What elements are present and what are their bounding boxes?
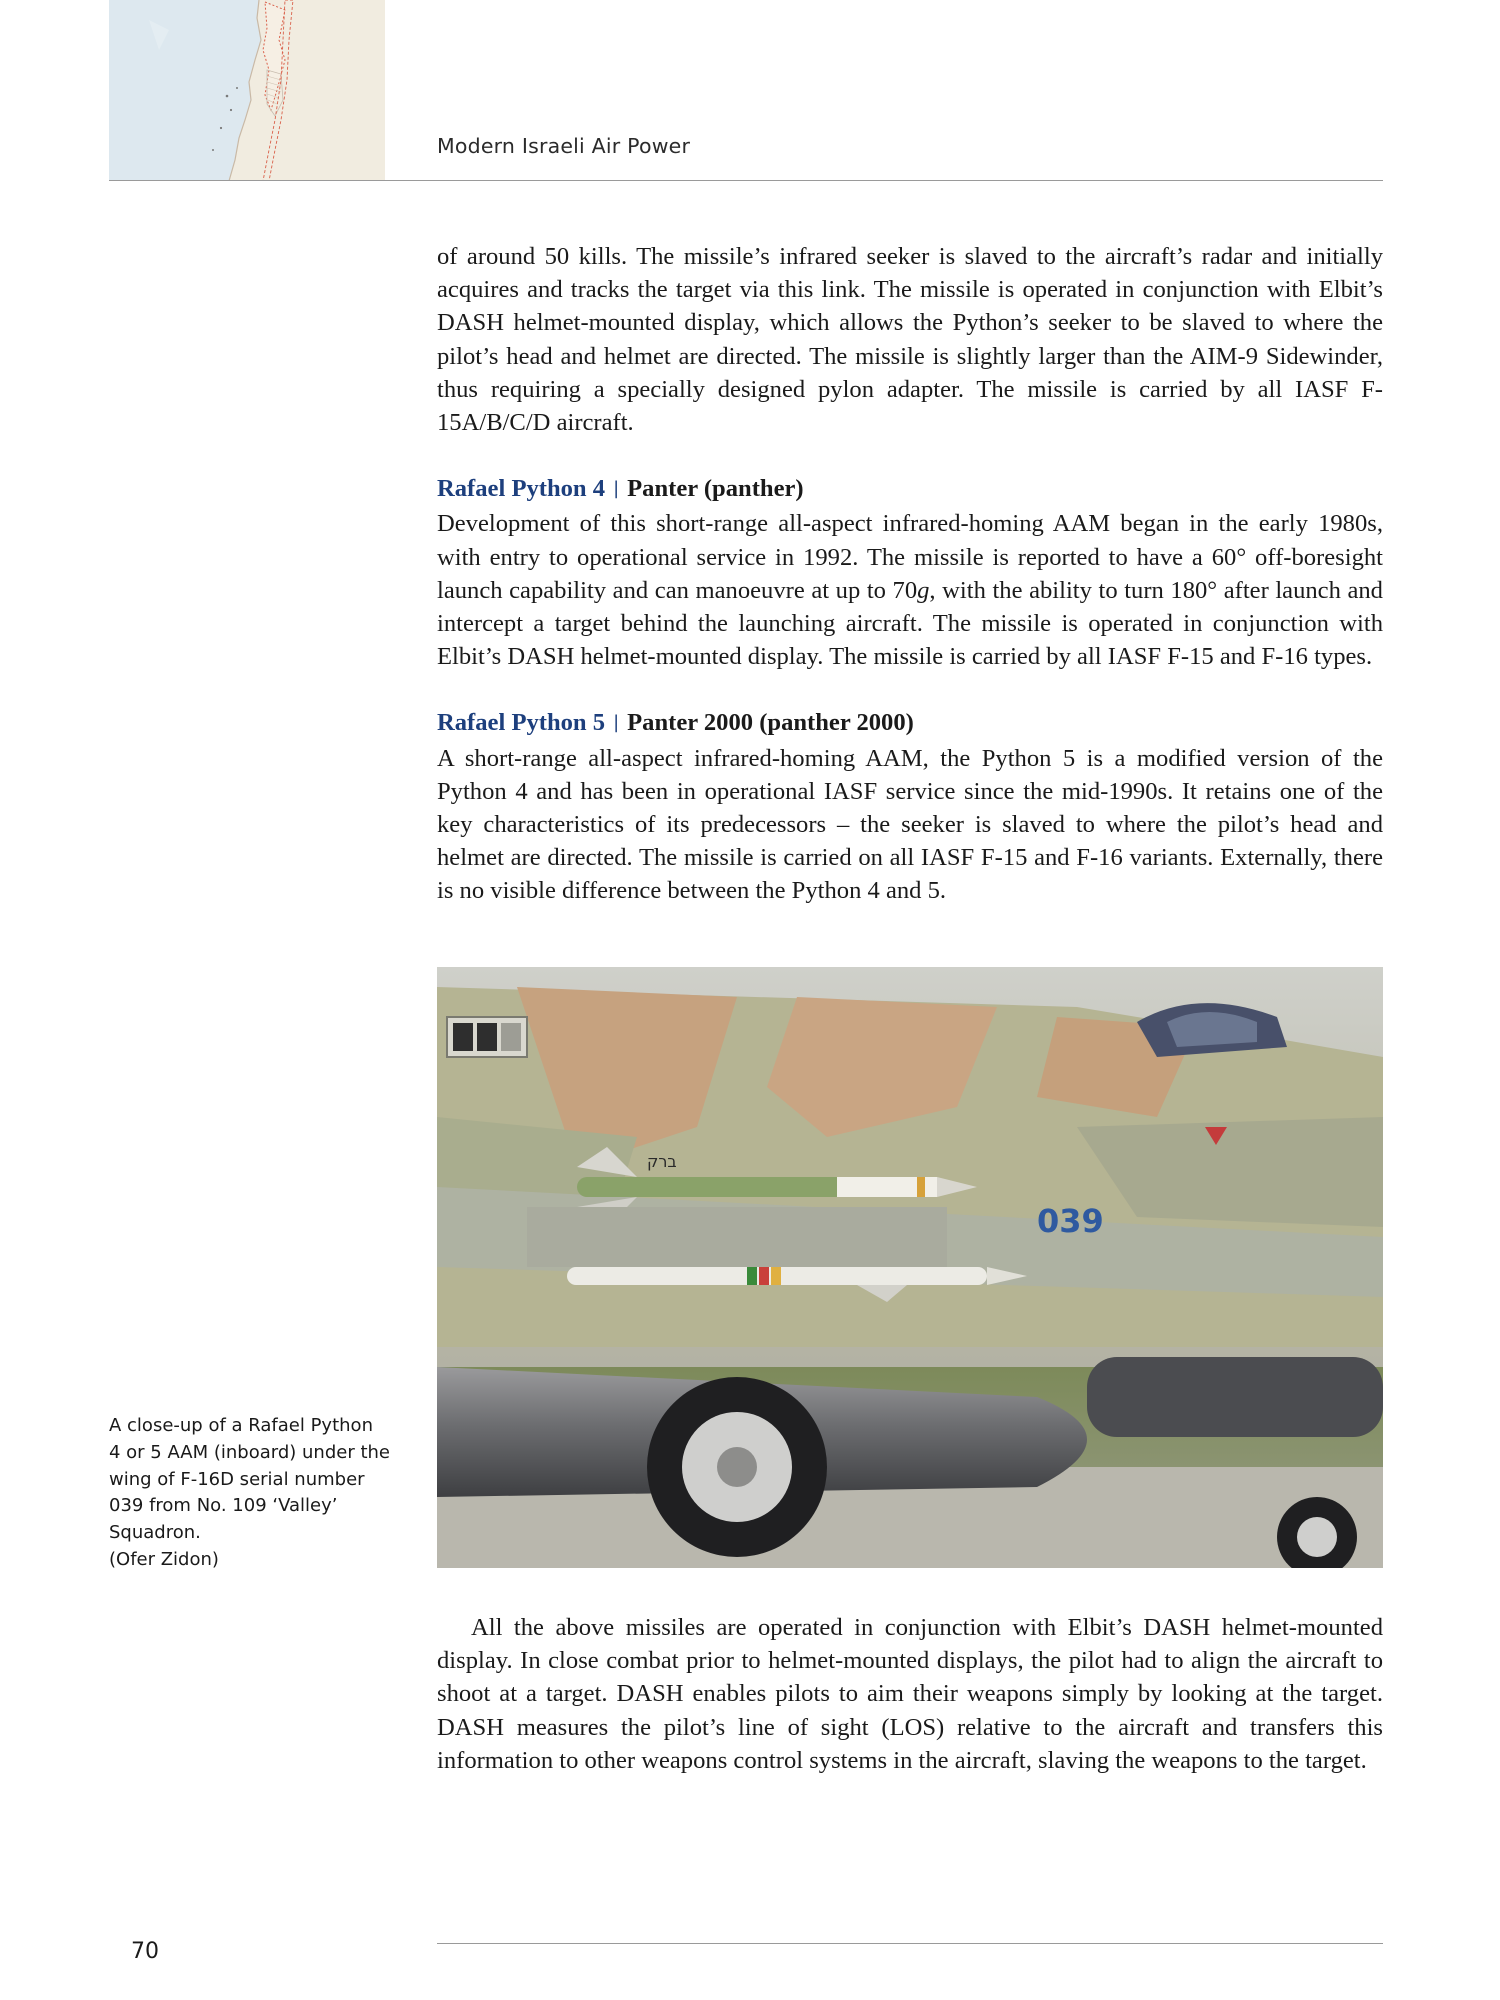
paragraph-text: Development of this short-range all-aspect infrared-homing AAM began in the early 1980s, with entry to operational service in 1992. The missile is reported to have a 60° off-boresight launch capability and can manoeuvre at up to 70	[437, 510, 1383, 604]
aircraft-serial: 039	[1037, 1202, 1104, 1240]
section-python-5	[437, 706, 1383, 907]
israel-map-graphic	[109, 0, 385, 181]
missile-codename: Panter 2000 (panther 2000)	[627, 709, 914, 737]
caption-line: 039 from No. 109 ‘Valley’	[109, 1495, 338, 1517]
missile-name: Rafael Python 4	[437, 475, 606, 503]
paragraph-text-cont: , with the ability to turn 180° after launch and intercept a target behind the launching aircraft. The missile is operated in conjunction with Elbit’s DASH helmet-mounted display. The missile is carried by all IASF F-15 and F-16 types.	[437, 576, 1383, 671]
section-python-4	[437, 472, 1383, 673]
landing-gear-wheel	[647, 1377, 827, 1557]
intro-paragraph: of around 50 kills. The missile’s infrared seeker is slaved to the aircraft’s radar and initially acquires and tracks the target via this link. The missile is operated in conjunction with Elbit’s DASH helmet-mounted display, which allows the Python’s seeker to be slaved to where the pilot’s head and helmet are directed. The missile is slightly larger than the AIM-9 Sidewinder, thus requiring a specially designed pylon adapter. The missile is carried by all IASF F-15A/B/C/D aircraft.	[437, 243, 1383, 437]
header-rule	[109, 180, 1383, 181]
section-heading	[437, 472, 1383, 507]
g-unit: g	[917, 576, 930, 604]
caption-line: 4 or 5 AAM (inboard) under the	[109, 1441, 390, 1463]
missile-marking: ברק	[647, 1152, 677, 1171]
closing-text	[437, 1611, 1383, 1777]
closing-paragraph: All the above missiles are operated in conjunction with Elbit’s DASH helmet-mounted display. In close combat prior to helmet-mounted displays, the pilot had to align the aircraft to shoot at a target. DASH enables pilots to aim their weapons simply by looking at the target. DASH measures the pilot’s line of sight (LOS) relative to the aircraft and transfers this information to other weapons control systems in the aircraft, slaving the weapons to the target.	[437, 1614, 1383, 1774]
heading-separator: |	[613, 712, 620, 734]
header-map-thumbnail	[109, 0, 385, 181]
caption-line: wing of F-16D serial number	[109, 1468, 365, 1490]
heading-separator: |	[613, 478, 620, 500]
running-head: Modern Israeli Air Power	[437, 134, 691, 158]
section-heading	[437, 706, 1383, 741]
page-number: 70	[131, 1939, 159, 1964]
main-text-column	[437, 240, 1383, 908]
footer-rule	[437, 1943, 1383, 1944]
missile-name: Rafael Python 5	[437, 709, 606, 737]
caption-credit: (Ofer Zidon)	[109, 1548, 219, 1570]
photo-caption	[109, 1413, 399, 1574]
caption-line: A close-up of a Rafael Python	[109, 1415, 373, 1436]
caption-line: Squadron.	[109, 1522, 201, 1544]
aircraft-photo	[437, 967, 1383, 1568]
section-paragraph: A short-range all-aspect infrared-homing AAM, the Python 5 is a modified version of the Python 4 and has been in operational IASF service since the mid-1990s. It retains one of the key characteristics of its predecessors – the seeker is slaved to where the pilot’s head and helmet are directed. The missile is carried on all IASF F-15 and F-16 variants. Externally, there is no visible difference between the Python 4 and 5.	[437, 744, 1383, 905]
f16-missile-photo-illustration	[437, 967, 1383, 1568]
missile-codename: Panter (panther)	[627, 475, 804, 503]
section-paragraph	[437, 507, 1383, 673]
